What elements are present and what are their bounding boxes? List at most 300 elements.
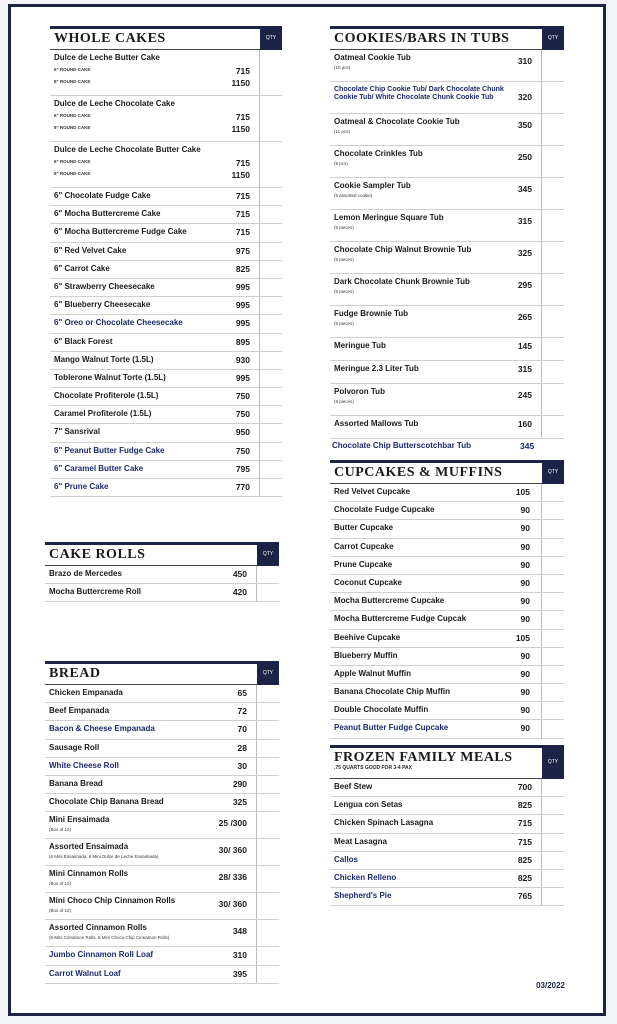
list-item xyxy=(50,206,282,224)
qty-cell xyxy=(256,584,279,601)
qty-header: QTY xyxy=(260,26,282,50)
item-name: Chocolate Fudge Cupcake xyxy=(334,505,435,515)
list-item xyxy=(330,502,564,520)
qty-cell xyxy=(541,274,564,305)
qty-header: QTY xyxy=(542,745,564,779)
qty-cell xyxy=(541,852,564,869)
item-note: (Box of 12) xyxy=(49,908,72,914)
item-name: Chocolate Chip Cookie Tub/ Dark Chocolate Chunk Cookie Tub/ White Chocolate Chunk Cookie Tub xyxy=(334,86,504,101)
list-item xyxy=(50,297,282,315)
list-item xyxy=(50,334,282,352)
item-name: Oatmeal & Chocolate Cookie Tub xyxy=(334,117,460,126)
item-price: 315 xyxy=(517,216,532,226)
qty-cell xyxy=(541,888,564,905)
item-name: Banana Bread xyxy=(49,778,103,788)
item-name: Jumbo Cinnamon Roll Loaf xyxy=(49,950,153,960)
list-item xyxy=(45,839,279,866)
qty-cell xyxy=(541,178,564,209)
item-price: 995 xyxy=(235,281,250,292)
item-price: 750 xyxy=(235,409,250,420)
item-price: 715 xyxy=(517,818,532,829)
item-name: Double Chocolate Muffin xyxy=(334,705,429,715)
qty-cell xyxy=(259,370,282,387)
qty-cell xyxy=(541,539,564,556)
item-name: Chocolate Crinkles Tub xyxy=(334,149,423,158)
section-header xyxy=(45,661,279,685)
size-price: 715 xyxy=(235,66,250,76)
item-note: (9 pieces) xyxy=(334,399,354,404)
list-item xyxy=(50,142,282,188)
list-item xyxy=(50,243,282,261)
item-name: Beef Empanada xyxy=(49,706,110,716)
item-price: 930 xyxy=(235,354,250,365)
item-price: 995 xyxy=(235,318,250,329)
item-price: 30/ 360 xyxy=(218,845,247,856)
section-header xyxy=(330,460,564,484)
item-price: 345 xyxy=(517,184,532,194)
item-name: Carrot Walnut Loaf xyxy=(49,968,121,978)
size-price: 715 xyxy=(235,158,250,168)
item-name: Beehive Cupcake xyxy=(334,632,401,642)
size-label: 6" ROUND CAKE xyxy=(54,67,91,72)
list-item xyxy=(45,947,279,965)
list-item xyxy=(330,852,564,870)
list-item xyxy=(50,370,282,388)
list-item xyxy=(330,274,564,306)
cupcakes-section xyxy=(330,460,564,739)
list-item xyxy=(330,575,564,593)
list-item xyxy=(330,361,564,384)
section-title: CAKE ROLLS xyxy=(49,547,146,562)
item-price: 295 xyxy=(517,280,532,290)
qty-cell xyxy=(259,243,282,260)
list-item xyxy=(45,584,279,602)
list-item xyxy=(330,557,564,575)
list-item xyxy=(330,384,564,416)
item-name: Chocolate Chip Walnut Brownie Tub xyxy=(334,245,472,254)
item-note: (6 pieces) xyxy=(334,321,354,326)
qty-cell xyxy=(259,224,282,241)
qty-cell xyxy=(259,50,282,95)
item-price: 72 xyxy=(237,706,247,717)
item-name: 6" Mocha Buttercreme Fudge Cake xyxy=(54,227,187,237)
item-note: (10 pcs) xyxy=(334,65,351,70)
item-price: 995 xyxy=(235,300,250,311)
list-item xyxy=(50,261,282,279)
item-price: 105 xyxy=(515,632,530,643)
item-name: Mini Cinnamon Rolls xyxy=(49,869,129,879)
list-item xyxy=(50,96,282,142)
item-price: 90 xyxy=(520,596,530,607)
item-price: 160 xyxy=(517,419,532,429)
item-name: Sausage Roll xyxy=(49,742,100,752)
qty-cell xyxy=(256,703,279,720)
size-label: 6" ROUND CAKE xyxy=(54,113,91,118)
item-name: Bacon & Cheese Empanada xyxy=(49,724,155,734)
list-item xyxy=(330,870,564,888)
list-item xyxy=(45,740,279,758)
qty-cell xyxy=(259,206,282,223)
qty-cell xyxy=(541,557,564,574)
item-name: 6" Strawberry Cheesecake xyxy=(54,281,155,291)
list-item xyxy=(45,721,279,739)
item-price: 250 xyxy=(517,152,532,162)
list-item xyxy=(50,424,282,442)
qty-cell xyxy=(541,684,564,701)
item-name: Chocolate Profiterole (1.5L) xyxy=(54,391,159,401)
qty-cell xyxy=(541,666,564,683)
item-price: 715 xyxy=(517,836,532,847)
qty-cell xyxy=(256,947,279,964)
item-name: Blueberry Muffin xyxy=(334,650,398,660)
list-item xyxy=(50,479,282,497)
item-price: 795 xyxy=(235,463,250,474)
size-price: 1150 xyxy=(231,124,250,134)
item-name: Chocolate Chip Butterscotchbar Tub xyxy=(332,441,471,450)
list-item xyxy=(50,315,282,333)
qty-cell xyxy=(541,50,564,81)
item-price: 90 xyxy=(520,687,530,698)
qty-cell xyxy=(541,720,564,737)
qty-cell xyxy=(256,566,279,583)
item-name: Assorted Mallows Tub xyxy=(334,419,419,428)
item-note: (6 Mini Ensaimada, 6 Mini Dulce de Leche Ensaimada) xyxy=(49,854,159,860)
qty-cell xyxy=(541,210,564,241)
item-price: 975 xyxy=(235,245,250,256)
item-price: 825 xyxy=(235,263,250,274)
item-name: Dark Chocolate Chunk Brownie Tub xyxy=(334,277,470,286)
list-item xyxy=(330,593,564,611)
qty-cell xyxy=(259,406,282,423)
item-price: 310 xyxy=(517,56,532,66)
item-name: 6" Mocha Buttercreme Cake xyxy=(54,209,161,219)
qty-cell xyxy=(541,779,564,796)
qty-cell xyxy=(259,315,282,332)
qty-cell xyxy=(541,306,564,337)
item-name: 6" Peanut Butter Fudge Cake xyxy=(54,445,165,455)
list-item xyxy=(330,834,564,852)
list-item xyxy=(330,114,564,146)
item-price: 70 xyxy=(237,724,247,735)
qty-cell xyxy=(259,424,282,441)
list-item xyxy=(45,966,279,984)
item-note: (6 pieces) xyxy=(334,225,354,230)
item-price: 90 xyxy=(520,523,530,534)
item-price: 245 xyxy=(517,390,532,400)
item-price: 450 xyxy=(232,569,247,579)
item-name: Beef Stew xyxy=(334,782,373,791)
size-label: 8" ROUND CAKE xyxy=(54,79,91,84)
item-price: 715 xyxy=(235,227,250,238)
item-price: 65 xyxy=(237,688,247,698)
list-item xyxy=(330,815,564,833)
item-note: (6 Mini Cinnamon Rolls, 6 Mini Choco Chip Cinnamon Rolls) xyxy=(49,935,170,941)
item-name: Butter Cupcake xyxy=(334,523,394,533)
item-price: 145 xyxy=(517,341,532,351)
item-name: Assorted Cinnamon Rolls xyxy=(49,923,147,933)
item-price: 350 xyxy=(517,120,532,130)
section-header xyxy=(330,745,564,779)
item-name: Meat Lasagna xyxy=(334,836,387,846)
item-name: Cookie Sampler Tub xyxy=(334,181,411,190)
qty-cell xyxy=(541,502,564,519)
qty-cell xyxy=(256,721,279,738)
item-price: 30/ 360 xyxy=(218,899,247,910)
qty-cell xyxy=(541,146,564,177)
list-item xyxy=(330,648,564,666)
qty-cell xyxy=(541,611,564,628)
item-name: Toblerone Walnut Torte (1.5L) xyxy=(54,372,166,382)
qty-cell xyxy=(541,797,564,814)
item-name: Caramel Profiterole (1.5L) xyxy=(54,409,152,419)
menu-date: 03/2022 xyxy=(536,981,565,990)
item-name: Brazo de Mercedes xyxy=(49,569,122,578)
list-item xyxy=(45,776,279,794)
item-note: (5 assorted cookie) xyxy=(334,193,373,198)
item-price: 105 xyxy=(515,487,530,497)
list-item xyxy=(50,188,282,206)
list-item xyxy=(45,758,279,776)
cake-rolls-section xyxy=(45,542,279,602)
section-header xyxy=(330,26,564,50)
qty-cell xyxy=(256,893,279,919)
item-price: 90 xyxy=(520,650,530,661)
qty-cell xyxy=(541,82,564,113)
item-name: Meringue 2.3 Liter Tub xyxy=(334,364,419,373)
item-note: (6 pieces) xyxy=(334,257,354,262)
qty-cell xyxy=(541,870,564,887)
size-price: 1150 xyxy=(231,170,250,180)
item-price: 90 xyxy=(520,505,530,516)
item-name: Mocha Buttercreme Cupcake xyxy=(334,596,445,606)
list-item xyxy=(45,566,279,584)
list-item xyxy=(45,685,279,703)
list-item xyxy=(50,224,282,242)
item-name: 6" Oreo or Chocolate Cheesecake xyxy=(54,318,183,328)
item-name: Oatmeal Cookie Tub xyxy=(334,53,411,62)
list-item xyxy=(330,242,564,274)
qty-cell xyxy=(259,461,282,478)
qty-cell xyxy=(541,242,564,273)
item-name: 6" Chocolate Fudge Cake xyxy=(54,191,151,200)
qty-cell xyxy=(256,966,279,983)
item-price: 90 xyxy=(520,723,530,734)
item-price: 325 xyxy=(232,797,247,808)
qty-cell xyxy=(541,575,564,592)
item-price: 348 xyxy=(232,926,247,937)
item-price: 310 xyxy=(232,950,247,961)
section-header xyxy=(45,542,279,566)
qty-cell xyxy=(259,479,282,496)
list-item xyxy=(330,684,564,702)
item-price: 25 /300 xyxy=(218,818,247,829)
size-label: 6" ROUND CAKE xyxy=(54,159,91,164)
item-price: 345 xyxy=(520,441,535,451)
item-price: 90 xyxy=(520,668,530,679)
item-price: 750 xyxy=(235,391,250,402)
item-price: 700 xyxy=(517,782,532,792)
item-name: Chicken Spinach Lasagna xyxy=(334,818,434,828)
qty-cell xyxy=(259,297,282,314)
item-name: Dulce de Leche Chocolate Butter Cake xyxy=(54,145,201,154)
list-item xyxy=(330,210,564,242)
item-name: Mini Choco Chip Cinnamon Rolls xyxy=(49,896,176,906)
size-price: 715 xyxy=(235,112,250,122)
qty-cell xyxy=(541,648,564,665)
list-item xyxy=(45,866,279,893)
item-name: Red Velvet Cupcake xyxy=(334,487,411,496)
item-price: 895 xyxy=(235,336,250,347)
qty-cell xyxy=(256,685,279,702)
item-price: 28 xyxy=(237,742,247,753)
qty-cell xyxy=(541,593,564,610)
qty-cell xyxy=(256,776,279,793)
item-price: 265 xyxy=(517,312,532,322)
qty-cell xyxy=(259,352,282,369)
item-name: Lengua con Setas xyxy=(334,800,403,810)
item-price: 90 xyxy=(520,705,530,716)
list-item xyxy=(330,702,564,720)
item-name: Assorted Ensaimada xyxy=(49,842,129,852)
size-label: 8" ROUND CAKE xyxy=(54,171,91,176)
item-price: 825 xyxy=(517,800,532,811)
item-name: Shepherd's Pie xyxy=(334,891,392,901)
qty-cell xyxy=(259,334,282,351)
qty-cell xyxy=(541,384,564,415)
qty-cell xyxy=(541,520,564,537)
item-name: Lemon Meringue Square Tub xyxy=(334,213,444,222)
list-item xyxy=(45,812,279,839)
item-name: 6" Black Forest xyxy=(54,336,113,346)
item-note: (Box of 12) xyxy=(49,881,72,887)
list-item xyxy=(45,893,279,920)
item-name: Callos xyxy=(334,854,359,864)
list-item xyxy=(330,50,564,82)
section-title: CUPCAKES & MUFFINS xyxy=(334,465,503,480)
item-price: 825 xyxy=(517,854,532,865)
item-price: 315 xyxy=(517,364,532,374)
section-title: WHOLE CAKES xyxy=(54,31,166,46)
list-item xyxy=(50,388,282,406)
list-item xyxy=(330,82,564,114)
item-name: Chicken Empanada xyxy=(49,688,123,697)
item-name: Coconut Cupcake xyxy=(334,577,403,587)
item-name: Mocha Buttercreme Fudge Cupcak xyxy=(334,614,467,624)
section-title: FROZEN FAMILY MEALS xyxy=(334,750,513,765)
qty-cell xyxy=(541,416,564,438)
section-subtitle: .75 QUARTS GOOD FOR 3-4 PAX xyxy=(334,765,412,771)
item-price: 995 xyxy=(235,372,250,383)
qty-cell xyxy=(541,630,564,647)
item-note: (6 pieces) xyxy=(334,289,354,294)
list-item xyxy=(330,611,564,629)
qty-cell xyxy=(541,114,564,145)
item-price: 395 xyxy=(232,968,247,979)
qty-cell xyxy=(259,188,282,205)
item-name: Mocha Buttercreme Roll xyxy=(49,587,142,596)
list-item xyxy=(50,50,282,96)
qty-cell xyxy=(256,839,279,865)
item-note: (11 pcs) xyxy=(334,129,350,134)
qty-cell xyxy=(256,866,279,892)
list-item xyxy=(330,666,564,684)
section-title: COOKIES/BARS IN TUBS xyxy=(334,31,510,46)
list-item xyxy=(330,416,564,439)
list-item xyxy=(330,539,564,557)
item-price: 420 xyxy=(232,587,247,597)
item-name: Fudge Brownie Tub xyxy=(334,309,409,318)
list-item xyxy=(330,439,564,453)
item-price: 765 xyxy=(517,891,532,902)
item-note: (8 pcs) xyxy=(334,161,348,166)
item-name: 6" Blueberry Cheesecake xyxy=(54,300,151,310)
item-price: 950 xyxy=(235,427,250,438)
bread-section xyxy=(45,661,279,984)
list-item xyxy=(330,779,564,797)
size-label: 8" ROUND CAKE xyxy=(54,125,91,130)
qty-cell xyxy=(256,812,279,838)
item-price: 715 xyxy=(235,209,250,220)
section-title: BREAD xyxy=(49,666,101,681)
item-name: White Cheese Roll xyxy=(49,760,119,770)
item-note: (Box of 12) xyxy=(49,827,72,833)
list-item xyxy=(50,443,282,461)
item-price: 28/ 336 xyxy=(218,872,247,883)
qty-cell xyxy=(541,834,564,851)
qty-cell xyxy=(541,338,564,360)
list-item xyxy=(50,406,282,424)
list-item xyxy=(330,484,564,502)
qty-cell xyxy=(256,920,279,946)
list-item xyxy=(330,306,564,338)
qty-header: QTY xyxy=(257,542,279,566)
item-price: 770 xyxy=(235,482,250,492)
item-name: 7" Sansrival xyxy=(54,427,101,437)
qty-cell xyxy=(256,740,279,757)
item-price: 825 xyxy=(517,872,532,883)
item-price: 90 xyxy=(520,559,530,570)
item-price: 290 xyxy=(232,778,247,789)
item-price: 750 xyxy=(235,445,250,456)
item-price: 90 xyxy=(520,541,530,552)
item-name: Mango Walnut Torte (1.5L) xyxy=(54,354,154,364)
item-name: Polvoron Tub xyxy=(334,387,385,396)
item-name: Chocolate Chip Banana Bread xyxy=(49,797,164,807)
item-name: Meringue Tub xyxy=(334,341,386,350)
list-item xyxy=(330,146,564,178)
qty-cell xyxy=(541,702,564,719)
qty-cell xyxy=(256,794,279,811)
list-item xyxy=(50,279,282,297)
item-name: Peanut Butter Fudge Cupcake xyxy=(334,723,449,733)
qty-cell xyxy=(541,361,564,383)
item-name: 6" Caramel Butter Cake xyxy=(54,463,144,473)
item-name: 6" Prune Cake xyxy=(54,482,109,491)
item-price: 30 xyxy=(237,760,247,771)
list-item xyxy=(330,720,564,738)
qty-cell xyxy=(259,261,282,278)
qty-cell xyxy=(541,815,564,832)
item-price: 320 xyxy=(517,92,532,102)
item-name: Dulce de Leche Chocolate Cake xyxy=(54,99,175,108)
qty-header: QTY xyxy=(542,26,564,50)
qty-cell xyxy=(259,388,282,405)
item-name: 6" Carrot Cake xyxy=(54,263,110,273)
qty-cell xyxy=(259,142,282,187)
item-name: Chicken Relleno xyxy=(334,872,397,882)
item-name: Apple Walnut Muffin xyxy=(334,668,412,678)
qty-cell xyxy=(259,96,282,141)
